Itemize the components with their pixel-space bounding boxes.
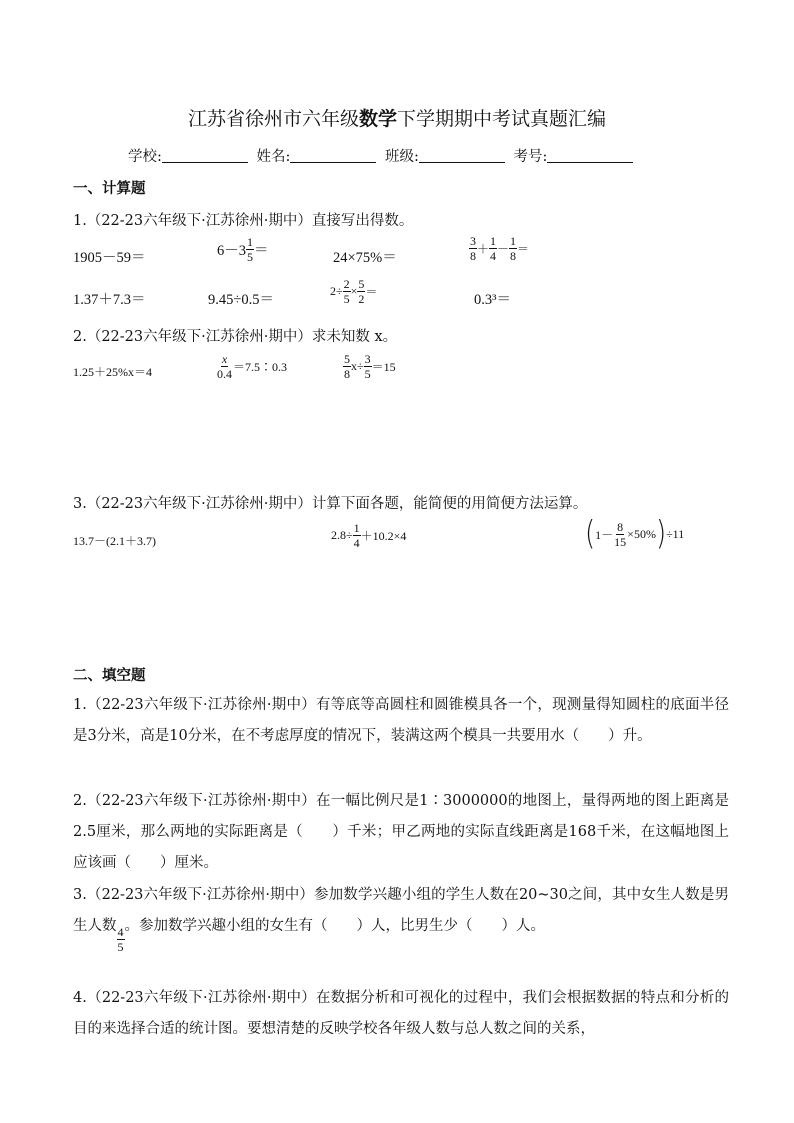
s1-q2-item-3: [343, 353, 396, 380]
s1-q1-item-8: 0.3³＝: [474, 292, 511, 308]
s1-q1-item-2-text: 6－3: [217, 243, 246, 259]
fraction: $\frac{4}{5}$: [117, 925, 124, 954]
s1-q3-item-1: 13.7－(2.1＋3.7): [73, 534, 156, 548]
fraction: $\frac{1}{4}$: [490, 234, 497, 263]
s1-q2-item-2-text: ＝7.5∶0.3: [233, 360, 288, 374]
fraction: $\frac{8}{15}$: [614, 519, 627, 549]
s1-q2-item-2: [216, 353, 287, 380]
school-label: 学校:: [128, 149, 162, 165]
s1-q1-item-7: 2÷ $\frac{2}{5}$ × $\frac{5}{2}$ ＝: [330, 277, 378, 306]
s1-q1-text: 1.（22-23六年级下·江苏徐州·期中）直接写出得数。: [73, 213, 414, 229]
fraction: $\frac{3}{5}$: [364, 352, 371, 381]
s1-q3-text: 3.（22-23六年级下·江苏徐州·期中）计算下面各题，能简便的用简便方法运算。: [73, 496, 588, 512]
class-blank[interactable]: [419, 148, 505, 163]
s2-q3-part2: 。参加数学兴趣小组的女生有（ ）人，比男生少（ ）人。: [124, 918, 545, 934]
fraction: $\frac{x}{0.4}$: [217, 352, 232, 381]
fraction: $\frac{2}{5}$: [343, 277, 350, 306]
name-label: 姓名:: [256, 149, 291, 165]
s2-q3: [73, 880, 729, 953]
title-part2: 下学期期中考试真题汇编: [397, 108, 607, 130]
school-blank[interactable]: [162, 148, 248, 163]
s2-q2: 2.（22-23六年级下·江苏徐州·期中）在一幅比例尺是1∶3000000的地图上，量得两地的图上距离是2.5厘米，那么两地的实际距离是（ ）千米；甲乙两地的实际直线距离是168千米，在这幅地图上应该画（ ）厘米。: [73, 793, 729, 871]
s2-q1: 1.（22-23六年级下·江苏徐州·期中）有等底等高圆柱和圆锥模具各一个，现测量得知圆柱的底面半径是3分米，高是10分米，在不考虑厚度的情况下，装满这两个模具一共要用水（ ）升。: [73, 697, 729, 744]
fraction: $\frac{1}{4}$: [353, 521, 360, 550]
s1-q3-item-2: [331, 522, 406, 549]
title-part1: 江苏省徐州市六年级: [187, 108, 359, 130]
s1-q3-item-2-tail: ＋10.2×4: [360, 529, 407, 543]
left-paren: (: [585, 515, 596, 553]
fraction: $\frac{5}{2}$: [358, 277, 365, 306]
fraction: $\frac{1}{5}$: [247, 235, 253, 264]
right-paren: ): [655, 515, 667, 553]
fraction: $\frac{5}{8}$: [344, 352, 350, 381]
s1-q3-item-3-text: ×50%: [627, 526, 656, 541]
section1-heading: 一、计算题: [73, 180, 146, 197]
page-title: [0, 104, 794, 131]
s1-q2-item-3-text: x÷: [351, 359, 364, 373]
s1-q2-item-3-tail: ＝15: [371, 360, 396, 374]
section2-heading: 二、填空题: [73, 667, 146, 684]
s1-q1-item-6: 9.45÷0.5＝: [208, 292, 274, 308]
student-info-line: [128, 145, 637, 166]
fraction: $\frac{1}{8}$: [510, 234, 517, 263]
s1-q2-text: 2.（22-23六年级下·江苏徐州·期中）求未知数 x。: [73, 329, 398, 345]
s1-q1-item-3: 24×75%＝: [333, 250, 397, 266]
exam-no-label: 考号:: [513, 149, 548, 165]
s2-q3-part1: 3.（22-23六年级下·江苏徐州·期中）参加数学兴趣小组的学生人数在20~30之间，其中女生人数是男生人数: [73, 887, 729, 934]
s1-q3-item-2-text: 2.8÷: [331, 528, 353, 542]
s2-q4: 4.（22-23六年级下·江苏徐州·期中）在数据分析和可视化的过程中，我们会根据数据的特点和分析的目的来选择合适的统计图。要想清楚的反映学校各年级人数与总人数之间的关系，: [73, 990, 729, 1037]
exam-no-blank[interactable]: [547, 148, 633, 163]
s1-q1-item-5: 1.37＋7.3＝: [73, 292, 146, 308]
title-bold: 数学: [358, 108, 397, 130]
s1-q3-item-3: ( 1－ $\frac{8}{15}$ ×50% ) ÷11: [585, 515, 685, 553]
s1-q3-item-3-tail: ÷11: [666, 526, 685, 541]
s1-q1-item-1: 1905－59＝: [73, 250, 146, 266]
name-blank[interactable]: [290, 148, 376, 163]
s1-q1-item-4: $\frac{3}{8}$ ＋ $\frac{1}{4}$ － $\frac{1}{8}$ ＝: [470, 234, 530, 263]
class-label: 班级:: [385, 149, 419, 165]
fraction: $\frac{3}{8}$: [470, 234, 476, 263]
s1-q2-item-1: 1.25＋25%x＝4: [73, 365, 152, 379]
s1-q1-item-2: 6－3 $\frac{1}{5}$ ＝: [217, 235, 269, 264]
